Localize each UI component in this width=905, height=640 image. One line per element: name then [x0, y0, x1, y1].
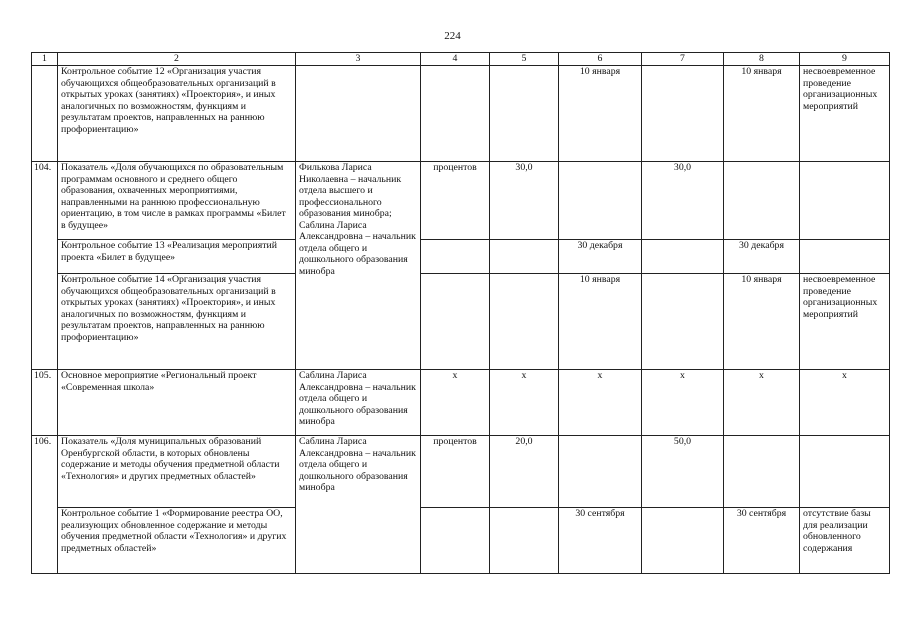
responsible-cell: Саблина Лариса Александровна – начальник отдела общего и дошкольного образования минобра	[296, 436, 421, 574]
header-cell: 2	[58, 53, 296, 66]
date-cell: 30 декабря	[559, 240, 642, 274]
value-cell: x	[490, 370, 559, 436]
risk-cell	[800, 240, 890, 274]
date-cell: x	[724, 370, 800, 436]
header-cell: 6	[559, 53, 642, 66]
value-cell	[642, 274, 724, 370]
risk-cell: несвоевременное проведение организационных мероприятий	[800, 274, 890, 370]
page-number: 224	[444, 30, 461, 42]
header-cell: 5	[490, 53, 559, 66]
risk-cell: отсутствие базы для реализации обновленного содержания	[800, 508, 890, 574]
event-name: Контрольное событие 1 «Формирование реестра ОО, реализующих обновленное содержание и методы обучения предметной области «Технология» и других предметных областей»	[58, 508, 296, 574]
risk-cell	[800, 436, 890, 508]
unit-cell: x	[421, 370, 490, 436]
date-cell: 30 декабря	[724, 240, 800, 274]
date-cell	[724, 436, 800, 508]
date-cell	[559, 162, 642, 240]
value-cell	[490, 240, 559, 274]
responsible-cell	[296, 66, 421, 162]
row-number: 104.	[32, 162, 58, 370]
risk-cell: x	[800, 370, 890, 436]
date-cell: 30 сентября	[724, 508, 800, 574]
responsible-cell: Саблина Лариса Александровна – начальник отдела общего и дошкольного образования минобра	[296, 370, 421, 436]
header-cell: 4	[421, 53, 490, 66]
header-cell: 7	[642, 53, 724, 66]
table-row	[32, 370, 890, 436]
value-cell	[642, 240, 724, 274]
indicator-name: Показатель «Доля муниципальных образований Оренбургской области, в которых обновлены содержание и методы обучения предметной области «Технология» и других предметных областей»	[58, 436, 296, 508]
header-row	[32, 53, 890, 66]
date-cell	[559, 436, 642, 508]
value-cell	[490, 66, 559, 162]
table-row	[32, 240, 890, 274]
date-cell	[724, 162, 800, 240]
indicator-name: Показатель «Доля обучающихся по образовательным программам основного и среднего общего образования, охваченных мероприятиями, направленными на раннюю профессиональную ориентацию, в том числе в рамках программы «Билет в будущее»	[58, 162, 296, 240]
table-row	[32, 162, 890, 240]
activity-name: Основное мероприятие «Региональный проект «Современная школа»	[58, 370, 296, 436]
header-cell: 9	[800, 53, 890, 66]
unit-cell	[421, 508, 490, 574]
table-row	[32, 66, 890, 162]
value-cell: x	[642, 370, 724, 436]
date-cell: 30 сентября	[559, 508, 642, 574]
value-cell: 30,0	[490, 162, 559, 240]
unit-cell	[421, 274, 490, 370]
risk-cell: несвоевременное проведение организационных мероприятий	[800, 66, 890, 162]
unit-cell	[421, 66, 490, 162]
date-cell: 10 января	[559, 66, 642, 162]
value-cell	[490, 274, 559, 370]
event-name: Контрольное событие 13 «Реализация мероприятий проекта «Билет в будущее»	[58, 240, 296, 274]
event-name: Контрольное событие 14 «Организация участия обучающихся общеобразовательных организаций в открытых уроках (занятиях) «Проектория», и иных аналогичных по возможностям, функциям и результатам проектов, направленных на раннюю профориентацию»	[58, 274, 296, 370]
value-cell: 20,0	[490, 436, 559, 508]
table-row	[32, 508, 890, 574]
value-cell	[642, 66, 724, 162]
unit-cell	[421, 240, 490, 274]
table-row	[32, 274, 890, 370]
plan-table	[31, 52, 890, 574]
date-cell: 10 января	[559, 274, 642, 370]
date-cell: x	[559, 370, 642, 436]
header-cell: 8	[724, 53, 800, 66]
row-number: 105.	[32, 370, 58, 436]
date-cell: 10 января	[724, 274, 800, 370]
value-cell	[642, 508, 724, 574]
row-number: 106.	[32, 436, 58, 574]
value-cell: 50,0	[642, 436, 724, 508]
value-cell: 30,0	[642, 162, 724, 240]
value-cell	[490, 508, 559, 574]
unit-cell: процентов	[421, 162, 490, 240]
header-cell: 1	[32, 53, 58, 66]
date-cell: 10 января	[724, 66, 800, 162]
table-row	[32, 436, 890, 508]
row-number	[32, 66, 58, 162]
responsible-cell: Филькова Лариса Николаевна – начальник отдела высшего и профессионального образования минобра; Саблина Лариса Александровна – начальник отдела общего и дошкольного образования минобра	[296, 162, 421, 370]
event-name: Контрольное событие 12 «Организация участия обучающихся общеобразовательных организаций в открытых уроках (занятиях) «Проектория», и иных аналогичных по возможностям, функциям и результатам проектов, направленных на раннюю профориентацию»	[58, 66, 296, 162]
unit-cell: процентов	[421, 436, 490, 508]
header-cell: 3	[296, 53, 421, 66]
risk-cell	[800, 162, 890, 240]
